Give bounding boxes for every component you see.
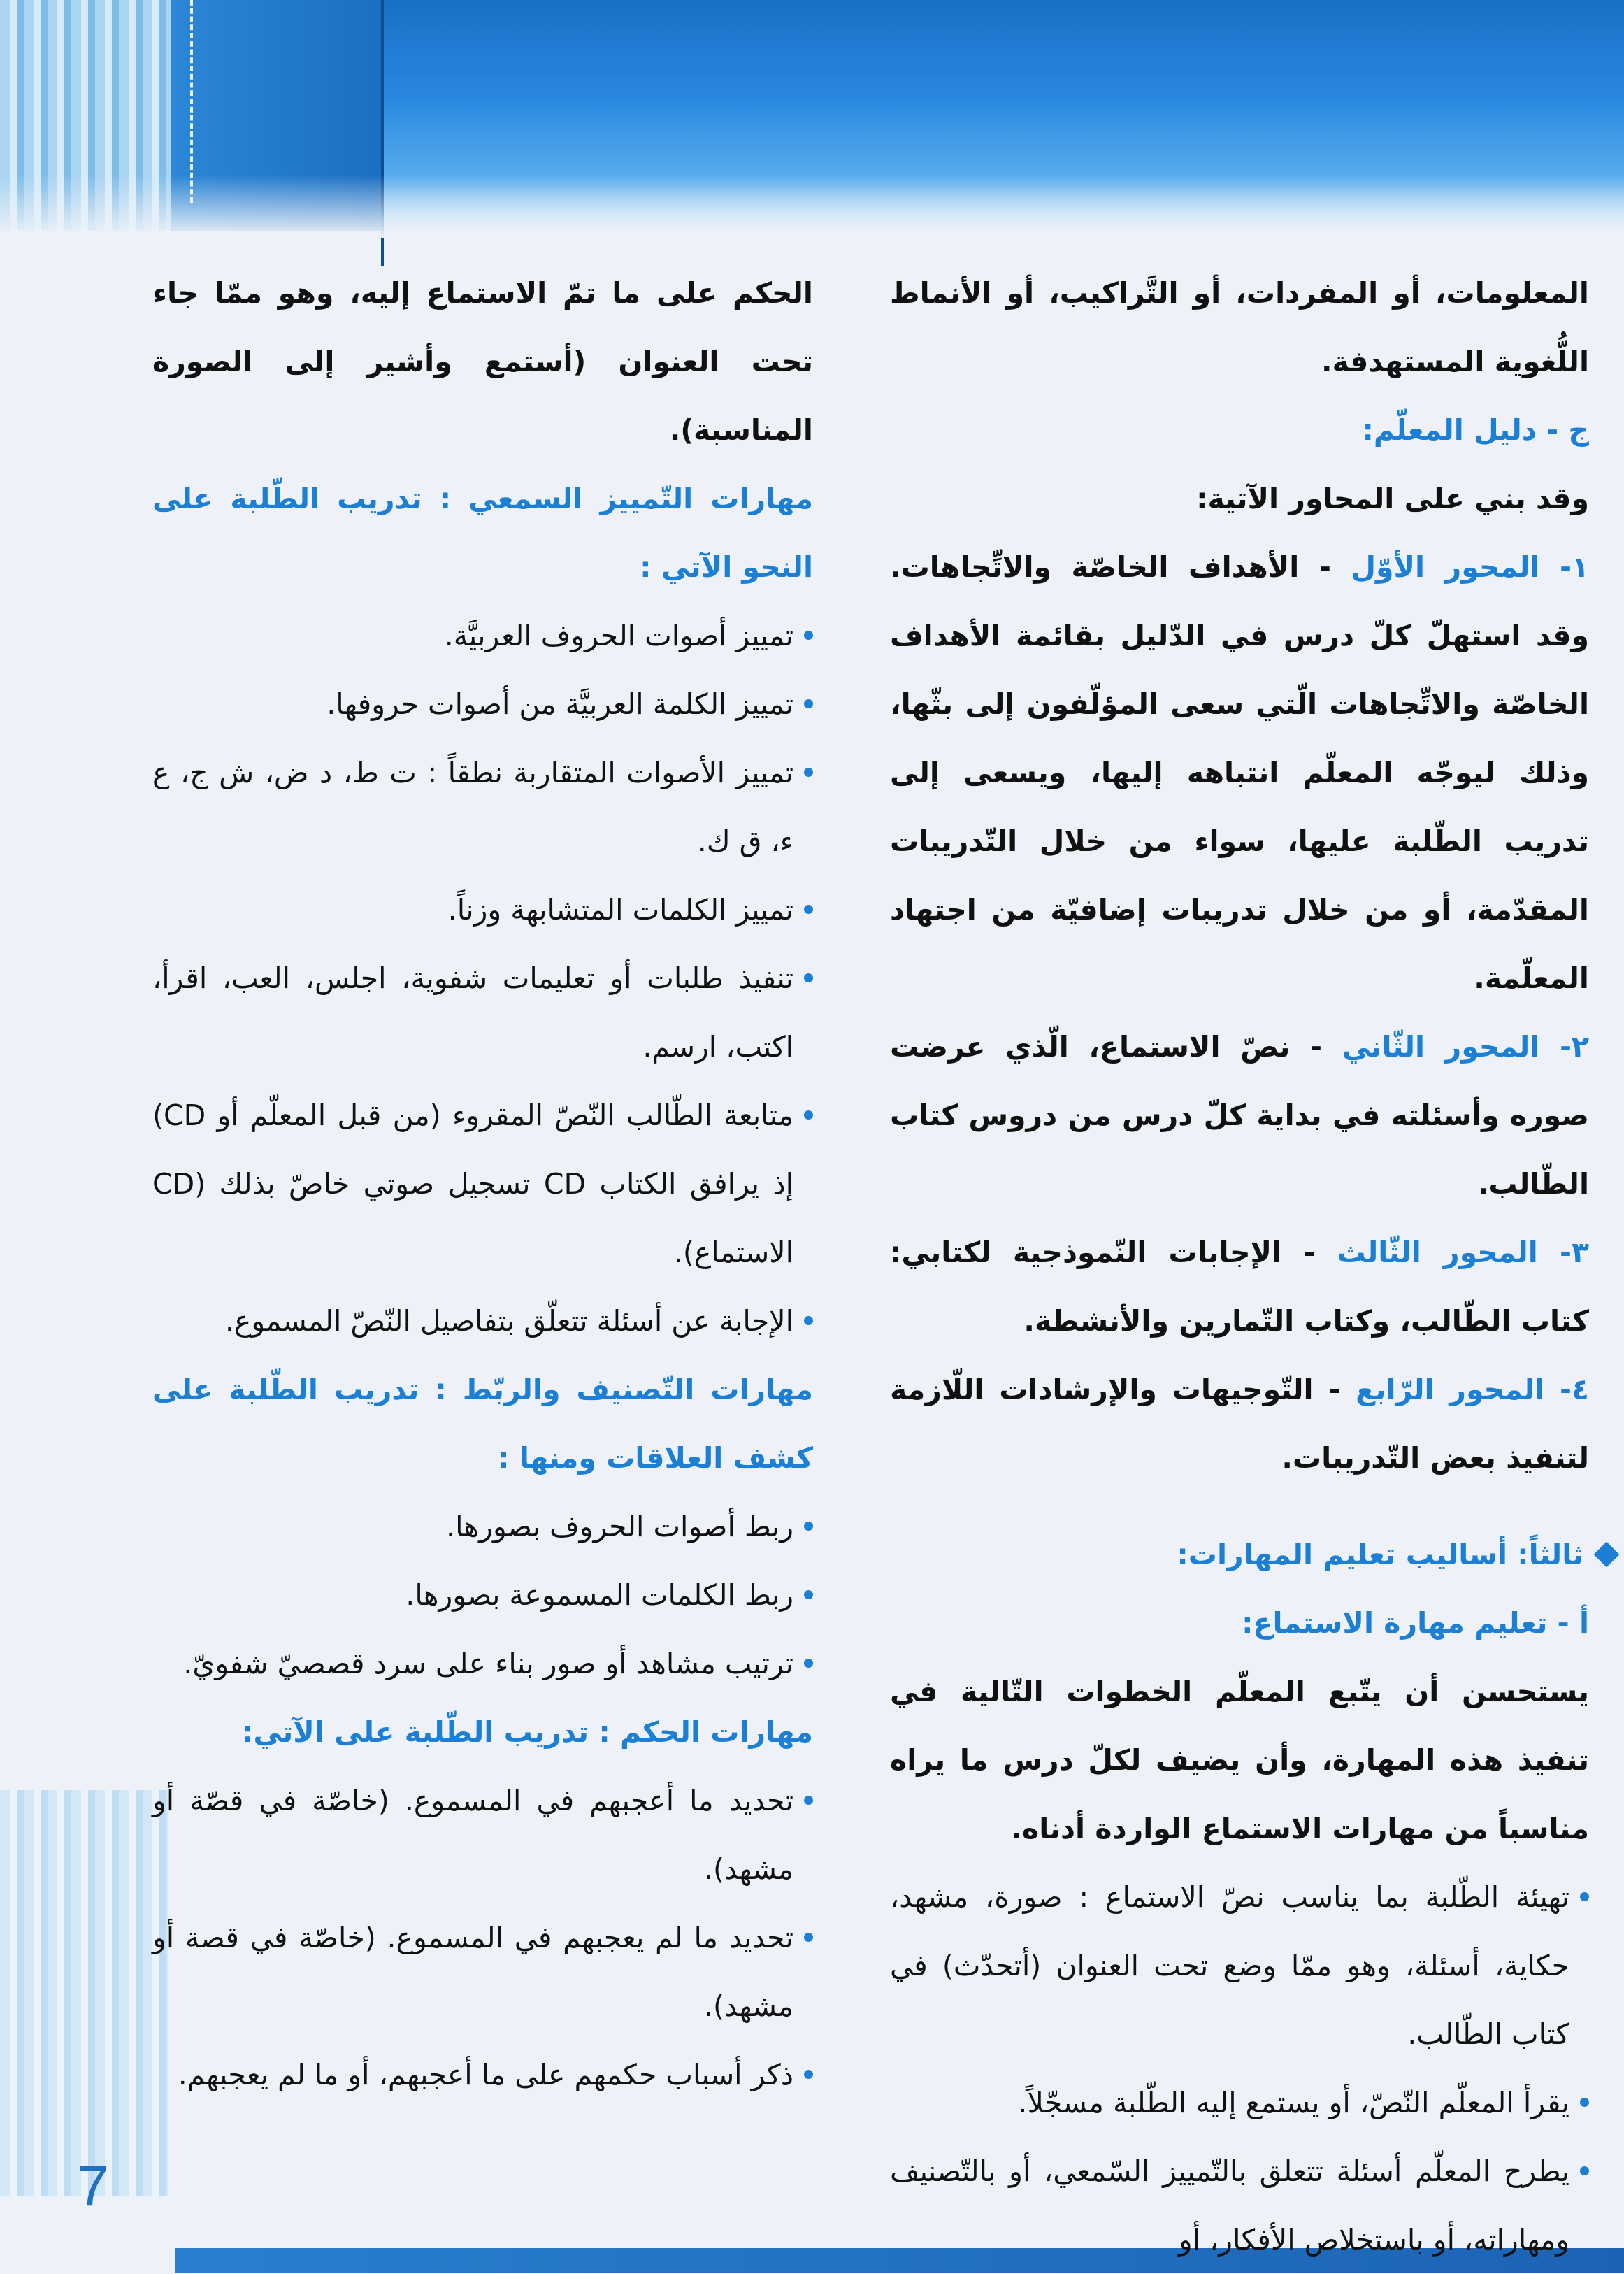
paragraph: المعلومات، أو المفردات، أو التَّراكيب، أو الأنماط اللُّغوية المستهدفة. xyxy=(890,276,1589,378)
bullet-list xyxy=(152,601,813,1355)
list-item: تنفيذ طلبات أو تعليمات شفوية، اجلس، العب، اقرأ، اكتب، ارسم. xyxy=(152,944,813,1081)
list-item: تهيئة الطّلبة بما يناسب نصّ الاستماع : صورة، مشهد، حكاية، أسئلة، وهو ممّا وضع تحت العنوان (أتحدّث) في كتاب الطّالب. xyxy=(890,1863,1589,2068)
bullet-list xyxy=(152,1492,813,1698)
paragraph: الحكم على ما تمّ الاستماع إليه، وهو ممّا جاء تحت العنوان (أستمع وأشير إلى الصورة المناسبة). xyxy=(152,276,813,447)
skills-heading-judgment: مهارات الحكم : تدريب الطّلبة على الآتي: xyxy=(241,1715,813,1749)
axis-label: ٣- المحور الثّالث xyxy=(1337,1236,1589,1269)
list-item: ترتيب مشاهد أو صور بناء على سرد قصصيّ شفويّ. xyxy=(152,1629,813,1698)
bottom-left-stripes xyxy=(0,1790,168,2196)
right-column xyxy=(890,259,1589,2274)
list-item: تحديد ما أعجبهم في المسموع. (خاصّة في قصّة أو مشهد). xyxy=(152,1766,813,1903)
banner-fade xyxy=(0,175,1624,238)
section-3-title: ثالثاً: أساليب تعليم المهارات: xyxy=(890,1520,1589,1589)
stitch-line xyxy=(190,0,193,203)
skills-heading-classification: مهارات التّصنيف والربّط : تدريب الطّلبة على كشف العلاقات ومنها : xyxy=(152,1373,813,1475)
page-number: 7 xyxy=(77,2154,109,2218)
list-item: الإجابة عن أسئلة تتعلّق بتفاصيل النّصّ المسموع. xyxy=(152,1287,813,1355)
axis-text: - التّوجيهات والإرشادات اللّازمة لتنفيذ بعض التّدريبات. xyxy=(890,1373,1589,1475)
axis-2 xyxy=(890,1013,1589,1218)
list-item: يقرأ المعلّم النّصّ، أو يستمع إليه الطّلبة مسجّلاً. xyxy=(890,2068,1589,2137)
list-item: ربط أصوات الحروف بصورها. xyxy=(152,1492,813,1561)
axis-label: ٢- المحور الثّاني xyxy=(1342,1030,1590,1064)
list-item: تحديد ما لم يعجبهم في المسموع. (خاصّة في قصة أو مشهد). xyxy=(152,1903,813,2040)
list-item: ربط الكلمات المسموعة بصورها. xyxy=(152,1561,813,1629)
bullet-list xyxy=(152,1766,813,2109)
list-item: تمييز أصوات الحروف العربيَّة. xyxy=(152,601,813,670)
axis-label: ١- المحور الأوّل xyxy=(1351,550,1589,584)
axis-4 xyxy=(890,1355,1589,1492)
list-item: ذكر أسباب حكمهم على ما أعجبهم، أو ما لم يعجبهم. xyxy=(152,2040,813,2109)
axis-text: - نصّ الاستماع، الّذي عرضت صوره وأسئلته في بداية كلّ درس من دروس كتاب الطّالب. xyxy=(890,1030,1589,1201)
paragraph: يستحسن أن يتّبع المعلّم الخطوات التّالية في تنفيذ هذه المهارة، وأن يضيف لكلّ درس ما يراه مناسباً من مهارات الاستماع الواردة أدناه. xyxy=(890,1675,1589,1845)
list-item: تمييز الأصوات المتقاربة نطقاً : ت ط، د ض، ش ج، ع ء، ق ك. xyxy=(152,738,813,875)
bullet-list xyxy=(890,1863,1589,2274)
skills-heading-discrimination: مهارات التّمييز السمعي : تدريب الطّلبة على النحو الآتي : xyxy=(152,482,813,584)
list-item: متابعة الطّالب النّصّ المقروء (من قبل المعلّم أو CD) إذ يرافق الكتاب CD تسجيل صوتي خاصّ بذلك (CD الاستماع). xyxy=(152,1081,813,1287)
left-column xyxy=(152,259,813,2109)
axis-text: - الإجابات النّموذجية لكتابي: كتاب الطّالب، وكتاب التّمارين والأنشطة. xyxy=(890,1236,1589,1338)
section-c-heading: ج - دليل المعلّم: xyxy=(1362,413,1589,447)
axes-intro: وقد بني على المحاور الآتية: xyxy=(1196,482,1589,515)
subsection-a-title: أ - تعليم مهارة الاستماع: xyxy=(1242,1606,1589,1640)
list-item: تمييز الكلمات المتشابهة وزناً. xyxy=(152,875,813,944)
diamond-bullet-icon xyxy=(1594,1542,1620,1568)
axis-1 xyxy=(890,533,1589,1013)
axis-label: ٤- المحور الرّابع xyxy=(1356,1373,1589,1406)
list-item: تمييز الكلمة العربيَّة من أصوات حروفها. xyxy=(152,670,813,738)
axis-text: - الأهداف الخاصّة والاتِّجاهات. وقد استهلّ كلّ درس في الدّليل بقائمة الأهداف الخاصّة والاتِّجاهات الّتي سعى المؤلّفون إلى بثّها، وذلك ليوجّه المعلّم انتباهه إليها، ويسعى إلى تدريب الطّلبة عليها، سواء من خلال التّدريبات المقدّمة، أو من خلال تدريبات إضافيّة من اجتهاد المعلّمة. xyxy=(890,550,1589,995)
list-item: يطرح المعلّم أسئلة تتعلق بالتّمييز السّمعي، أو بالتّصنيف ومهاراته، أو باستخلاص الأفكار، أو xyxy=(890,2137,1589,2274)
axis-3 xyxy=(890,1218,1589,1355)
